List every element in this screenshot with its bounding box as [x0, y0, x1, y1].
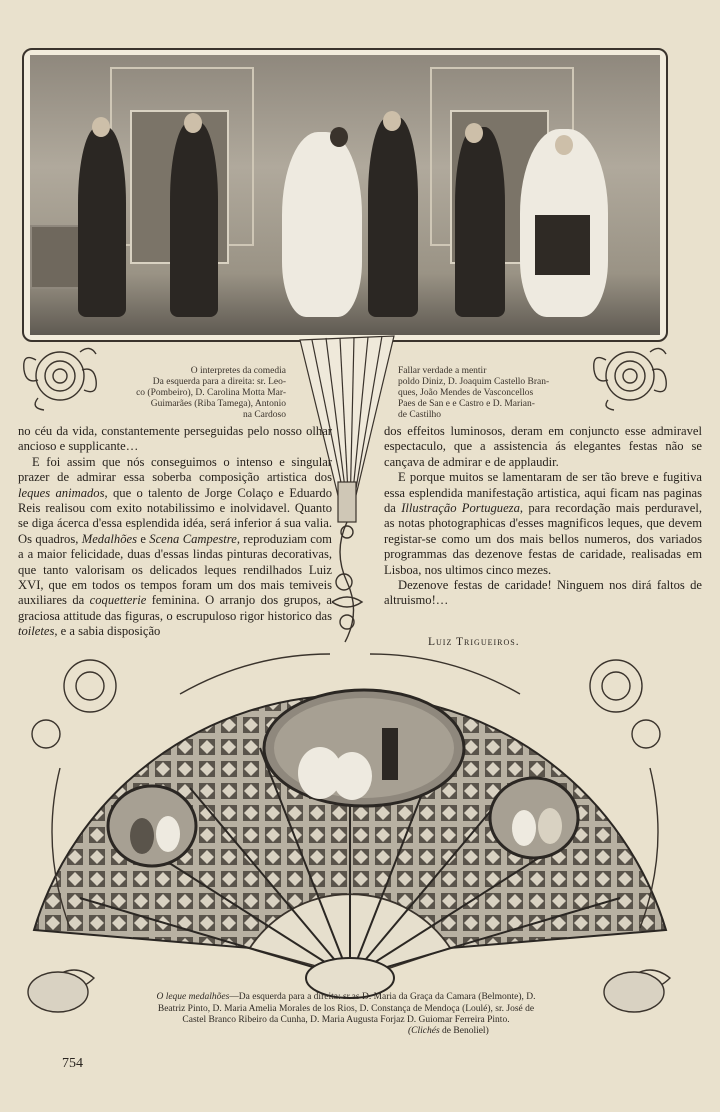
article-paragraph: E porque muitos se lamentaram de ser tão breve e fugitiva essa esplendida manifestação artistica, aqui ficam nas paginas da Illustração Portugueza, para recordação mais perduravel, as notas photographicas d'esses magnificos leques, que devem registar-se como um dos mais bellos numeros, dos variados programmas das dezenove festas de caridade, realisadas em Lisboa, nos ultimos cinco mezes.	[384, 470, 702, 577]
article-paragraph: no céu da vida, constantemente perseguidas pelo nosso olhar ancioso e supplicante…	[18, 424, 332, 454]
article-right-column	[384, 424, 702, 609]
article-paragraph: Dezenove festas de caridade! Ninguem nos dirá faltos de altruismo!…	[384, 578, 702, 608]
author-signature: Luiz Trigueiros.	[428, 636, 520, 648]
top-caption-left: O interpretes da comedia Da esquerda para a direita: sr. Leo- co (Pombeiro), D. Carolina Motta Mar- Guimarães (Riba Tamega), Antonio na Cardoso	[136, 366, 286, 420]
theatre-cast-photo	[30, 55, 660, 335]
rose-ornament-right-icon	[586, 340, 672, 412]
medalhoes-fan-illustration	[20, 648, 700, 1028]
article-paragraph: E foi assim que nós conseguimos o intenso e singular prazer de admirar essa soberba composição artistica dos leques animados, que o talento de Jorge Colaço e Eduardo Reis realisou com exito notabilissimo e inolvidavel. Quanto se diga ácerca d'essa esplendida idéa, será inferior á sua valia. Os quadros, Medalhões e Scena Campestre, reproduziam com a a maior felicidade, duas d'essas lindas pinturas decorativas, que tanto valorisam os delicados leques rendilhados Luiz XVI, que em todos os tempos foram um dos mais temiveis auxiliares da coquetterie feminina. O arranjo dos grupos, a graciosa attitude das figuras, o escrupuloso rigor historico das toiletes, e a sabia disposição	[18, 454, 332, 639]
top-caption-right: Fallar verdade a mentir poldo Diniz, D. Joaquim Castello Bran- ques, João Mendes de Vasconcellos Paes de San e e Castro e D. Marian- de Castilho	[398, 366, 550, 420]
article-paragraph: dos effeitos luminosos, deram em conjuncto esse admiravel espectaculo, que a assistencia ás elegantes festas não se cançava de admirar e de applaudir.	[384, 424, 702, 469]
fan-caption: O leque medalhões—Da esquerda para a direita: sr.as D. Maria da Graça da Camara (Belmonte), D. Beatriz Pinto, D. Maria Amelia Morales de los Rios, D. Constança de Mendoça (Loulé), sr. José de Castel Branco Ribeiro da Cunha, D. Maria Augusta Forjaz D. Guiomar Ferreira Pinto.	[156, 992, 536, 1025]
page-number: 754	[62, 1056, 83, 1071]
rose-ornament-left-icon	[18, 340, 104, 412]
photo-credit: (Clichés de Benoliel)	[408, 1026, 489, 1036]
article-left-column	[18, 424, 332, 640]
